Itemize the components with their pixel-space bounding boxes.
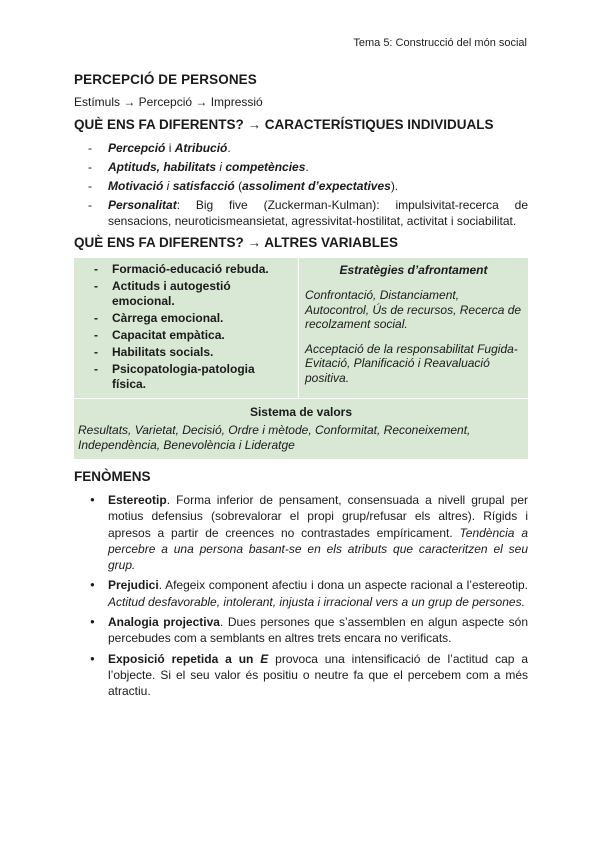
list-item: - Capacitat empàtica. <box>94 328 292 343</box>
term: Analogia projectiva <box>108 615 220 630</box>
term: Percepció <box>108 141 166 155</box>
list-item <box>90 492 528 573</box>
term: Personalitat <box>108 198 177 212</box>
list-item: - Habilitats socials. <box>94 345 292 360</box>
list-item <box>88 140 528 157</box>
values-cell <box>74 399 528 460</box>
list-item: - Actituds i autogestió emocional. <box>94 279 292 309</box>
term: Aptituds, habilitats <box>108 160 216 174</box>
variables-list <box>80 262 292 392</box>
definition: Actitud desfavorable, intolerant, injusta i irracional vers a un grup de persones. <box>108 594 525 609</box>
list-item: - Formació-educació rebuda. <box>94 262 292 277</box>
list-item: - Psicopatologia-patologia física. <box>94 362 292 392</box>
list-item: - Càrrega emocional. <box>94 311 292 326</box>
values-text: Resultats, Varietat, Decisió, Ordre i mètode, Conformitat, Reconeixement, Independència, Benevolència i Lideratge <box>78 423 471 452</box>
section-title-individual-characteristics: QUÈ ENS FA DIFERENTS? → CARACTERÍSTIQUES INDIVIDUALS <box>74 117 494 132</box>
values-title: Sistema de valors <box>249 405 353 419</box>
term: satisfacció <box>172 179 235 193</box>
strategies-group: Acceptació de la responsabilitat Fugida-Evitació, Planificació i Reavaluació positiva. <box>305 341 518 385</box>
variables-cell <box>74 258 299 399</box>
term: Estereotip <box>108 493 167 507</box>
list-item <box>88 159 528 176</box>
description: . Afegeix component afectiu i dona un aspecte racional a l’estereotip. <box>158 578 528 593</box>
connector: i <box>216 160 226 174</box>
list-item <box>90 614 528 647</box>
description: . Dues persones que s’assemblen en algun aspecte són percebudes com a semblants en altres trets encara no verificats. <box>108 615 528 646</box>
term: Exposició repetida a un <box>108 651 261 666</box>
description: : Big five (Zuckerman-Kulman): impulsivitat-recerca de sensacions, neuroticismeansietat, agressivitat-hostilitat, activitat i sociabilitat. <box>108 198 528 228</box>
connector: i <box>163 179 173 193</box>
section-title-phenomena: FENÒMENS <box>74 469 151 484</box>
punctuation: . <box>227 141 231 155</box>
page-header: Tema 5: Construcció del món social <box>353 37 527 49</box>
perception-flow: Estímuls → Percepció → Impressió <box>74 95 263 109</box>
section-title-perception: PERCEPCIÓ DE PERSONES <box>74 72 257 87</box>
strategies-cell <box>299 258 529 399</box>
term: Motivació <box>108 179 164 193</box>
punctuation: ). <box>390 179 399 193</box>
section-title-other-variables: QUÈ ENS FA DIFERENTS? → ALTRES VARIABLES <box>74 235 399 250</box>
variables-table <box>74 258 528 459</box>
list-item <box>90 651 528 700</box>
definition: Tendència a percebre a una persona basant-se en els atributs que caracteritzen el seu grup. <box>108 525 528 573</box>
list-item <box>88 197 528 229</box>
term: assoliment d’expectatives <box>242 179 391 193</box>
term: Prejudici <box>108 578 159 593</box>
individual-characteristics-list <box>74 140 528 229</box>
term: competències <box>225 160 306 174</box>
description: provoca una intensificació de l’actitud cap a l’objecte. Si el seu valor és positiu o neutre fa que el percebem com a més atractiu. <box>108 651 528 699</box>
list-item <box>88 178 528 195</box>
description: . Forma inferior de pensament, consensuada a nivell grupal per motius defensius (sobrevalorar el propi grup/refusar els altres). Rígids i apresos a partir de creences no contrastades empíricament. <box>108 493 528 540</box>
list-item <box>90 577 528 610</box>
punctuation: . <box>305 160 309 174</box>
term: E <box>260 651 269 666</box>
term: Atribució <box>174 141 228 155</box>
punctuation: ( <box>234 179 243 193</box>
connector: i <box>165 141 175 155</box>
strategies-title: Estratègies d’afrontament <box>339 263 488 277</box>
strategies-group: Confrontació, Distanciament, Autocontrol, Ús de recursos, Recerca de recolzament social. <box>305 288 522 331</box>
phenomena-list <box>74 492 528 700</box>
document-content <box>74 72 528 704</box>
